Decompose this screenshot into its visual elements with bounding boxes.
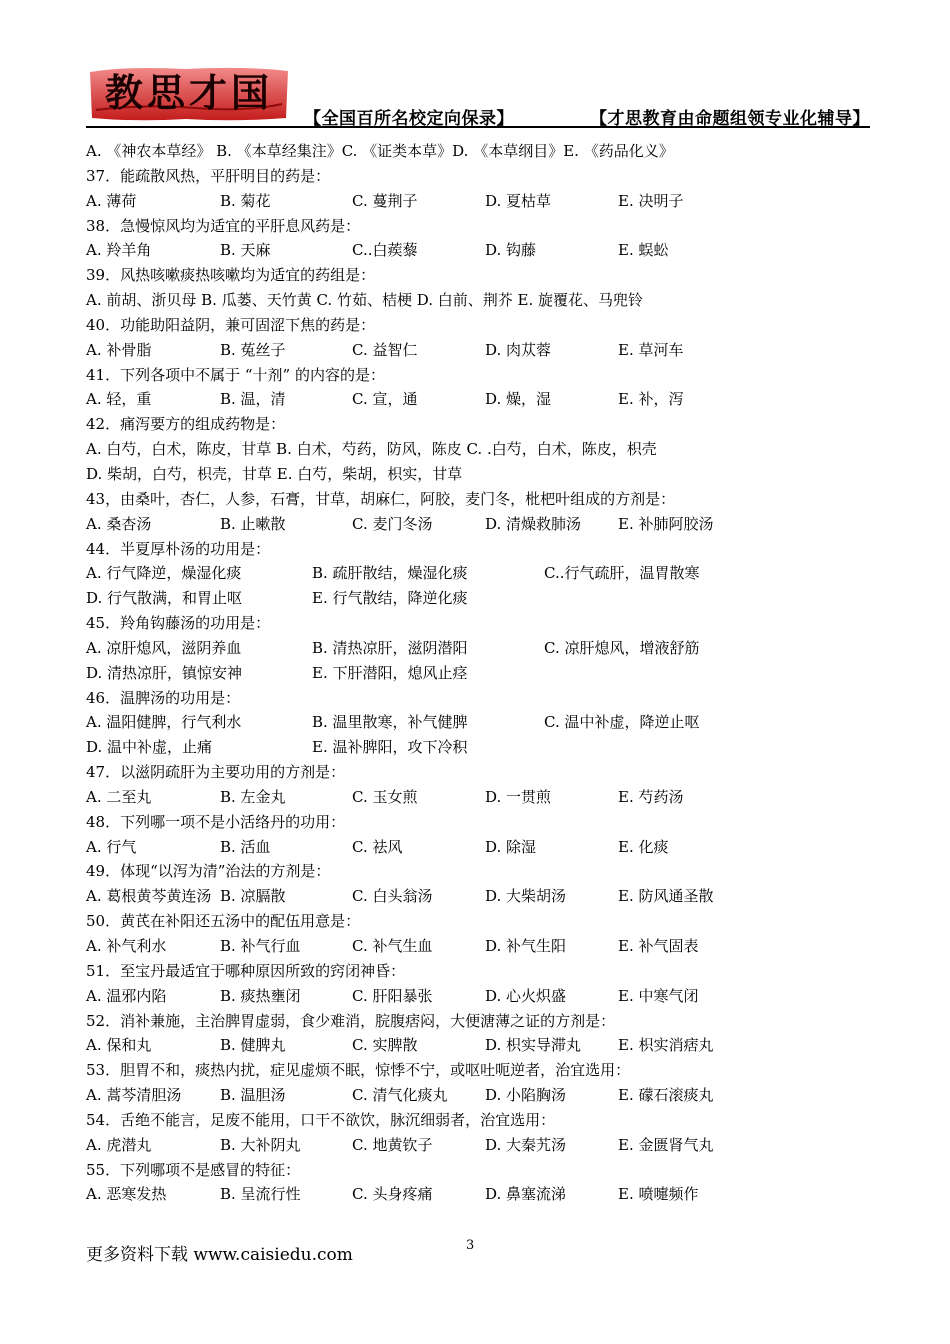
footer-download-link[interactable]: 更多资料下载 www.caisiedu.com bbox=[86, 1245, 353, 1265]
options-row bbox=[86, 934, 786, 959]
answer-option: A. 蒿芩清胆汤 bbox=[86, 1086, 182, 1105]
answer-option: B. 温，清 bbox=[220, 390, 286, 409]
answer-option: D. 心火炽盛 bbox=[485, 986, 567, 1005]
question-stem: 38．急慢惊风均为适宜的平肝息风药是： bbox=[86, 216, 361, 235]
question-stem: 42．痛泻要方的组成药物是： bbox=[86, 415, 286, 434]
answer-option: B. 痰热壅闭 bbox=[220, 986, 301, 1005]
answer-option: A. 凉肝熄风，滋阴养血 bbox=[86, 638, 242, 657]
options-row bbox=[86, 139, 786, 164]
options-row bbox=[86, 785, 786, 810]
options-row bbox=[86, 884, 786, 909]
answer-option: E. 枳实消痞丸 bbox=[618, 1036, 714, 1055]
question-stem: 52．消补兼施，主治脾胃虚弱，食少难消，脘腹痞闷，大便溏薄之证的方剂是： bbox=[86, 1011, 616, 1030]
header-divider bbox=[86, 126, 870, 128]
question-stem: 46．温脾汤的功用是： bbox=[86, 688, 241, 707]
answer-option: B. 菟丝子 bbox=[220, 340, 286, 359]
question-stem: 55．下列哪项不是感冒的特征： bbox=[86, 1160, 301, 1179]
options-row bbox=[86, 387, 786, 412]
options-row bbox=[86, 462, 786, 487]
answer-option: A. 保和丸 bbox=[86, 1036, 152, 1055]
options-row bbox=[86, 437, 786, 462]
options-row bbox=[86, 710, 786, 735]
answer-option: D. 钩藤 bbox=[485, 241, 537, 260]
question-stem: 48．下列哪一项不是小活络丹的功用： bbox=[86, 812, 346, 831]
answer-option: C..白蒺藜 bbox=[352, 241, 418, 260]
answer-option: A. 温阳健脾，行气利水 bbox=[86, 713, 242, 732]
answer-option: C. 玉女煎 bbox=[352, 787, 418, 806]
answer-option: A. 恶寒发热 bbox=[86, 1185, 167, 1204]
answer-option: D. 补气生阳 bbox=[485, 937, 567, 955]
answer-option: C. 清气化痰丸 bbox=[352, 1086, 448, 1105]
answer-option: B. 大补阴丸 bbox=[220, 1135, 301, 1154]
answer-option: A. 白芍，白术，陈皮，甘草 B. 白术，芍药，防风，陈皮 C. .白芍，白术，陈皮，枳壳 bbox=[86, 440, 657, 459]
answer-option: D. 鼻塞流涕 bbox=[485, 1185, 567, 1204]
answer-option: B. 温胆汤 bbox=[220, 1086, 286, 1105]
answer-option: A. 葛根黄芩黄连汤 bbox=[86, 887, 212, 906]
options-row bbox=[86, 735, 786, 760]
answer-option: D. 清燥救肺汤 bbox=[485, 514, 582, 533]
answer-option: C. 宣，通 bbox=[352, 390, 418, 409]
answer-option: E. 补，泻 bbox=[618, 390, 684, 409]
answer-option: B. 菊花 bbox=[220, 191, 271, 210]
answer-option: C. 麦门冬汤 bbox=[352, 514, 433, 533]
answer-option: C. 温中补虚，降逆止呕 bbox=[544, 713, 700, 732]
answer-option: A. 虎潜丸 bbox=[86, 1135, 152, 1154]
answer-option: C. 实脾散 bbox=[352, 1036, 418, 1055]
header-tag-left: 【全国百所名校定向保录】 bbox=[304, 109, 514, 129]
options-row bbox=[86, 288, 786, 313]
answer-option: D. 行气散满，和胃止呕 bbox=[86, 589, 243, 608]
answer-option: E. 蜈蚣 bbox=[618, 241, 669, 260]
answer-option: D. 夏枯草 bbox=[485, 191, 552, 210]
options-row bbox=[86, 984, 786, 1009]
answer-option: B. 温里散寒，补气健脾 bbox=[312, 713, 468, 732]
question-stem: 47．以滋阴疏肝为主要功用的方剂是： bbox=[86, 763, 346, 782]
question-stem: 44．半夏厚朴汤的功用是： bbox=[86, 539, 271, 558]
question-stem: 40．功能助阳益阴，兼可固涩下焦的药是： bbox=[86, 315, 376, 334]
answer-option: D. 燥，湿 bbox=[485, 390, 552, 409]
answer-option: E. 喷嚏频作 bbox=[618, 1185, 699, 1204]
answer-option: C. 地黄钦子 bbox=[352, 1135, 433, 1154]
answer-option: A. 行气 bbox=[86, 837, 137, 856]
answer-option: D. 大秦艽汤 bbox=[485, 1135, 567, 1154]
page-header bbox=[86, 60, 870, 132]
question-stem: 45．羚角钩藤汤的功用是： bbox=[86, 614, 271, 633]
question-stem: 41．下列各项中不属于 “十剂” 的内容的是： bbox=[86, 365, 385, 384]
answer-option: E. 金匮肾气丸 bbox=[618, 1135, 714, 1154]
school-logo bbox=[86, 64, 292, 124]
answer-option: D. 一贯煎 bbox=[485, 787, 552, 806]
options-row bbox=[86, 636, 786, 661]
answer-option: E. 草河车 bbox=[618, 340, 684, 359]
question-stem: 53．胆胃不和，痰热内扰，症见虚烦不眠，惊悸不宁，或呕吐呃逆者，治宜选用： bbox=[86, 1061, 631, 1080]
page-number: 3 bbox=[466, 1238, 475, 1253]
answer-option: D. 清热凉肝，镇惊安神 bbox=[86, 663, 243, 682]
answer-option: B. 疏肝散结，燥湿化痰 bbox=[312, 564, 468, 583]
answer-option: A. 前胡、浙贝母 B. 瓜蒌、天竹黄 C. 竹茹、桔梗 D. 白前、荆芥 E. 旋覆花、马兜铃 bbox=[86, 291, 643, 310]
answer-option: C. 白头翁汤 bbox=[352, 887, 433, 906]
answer-option: B. 活血 bbox=[220, 837, 271, 856]
answer-option: A. 补骨脂 bbox=[86, 340, 152, 359]
options-row bbox=[86, 238, 786, 263]
answer-option: E. 下肝潜阳，熄风止痉 bbox=[312, 663, 468, 682]
answer-option: B. 清热凉肝，滋阴潜阳 bbox=[312, 638, 468, 657]
answer-option: E. 芍药汤 bbox=[618, 787, 684, 806]
answer-option: A. 羚羊角 bbox=[86, 241, 152, 260]
answer-option: B. 呈流行性 bbox=[220, 1185, 301, 1204]
answer-option: B. 左金丸 bbox=[220, 787, 286, 806]
question-stem: 37．能疏散风热，平肝明目的药是： bbox=[86, 166, 331, 185]
answer-option: B. 止嗽散 bbox=[220, 514, 286, 533]
exam-content bbox=[86, 139, 786, 1207]
question-stem: 50．黄芪在补阳还五汤中的配伍用意是： bbox=[86, 912, 361, 931]
answer-option: B. 凉膈散 bbox=[220, 887, 286, 906]
answer-option: D. 柴胡，白芍，枳壳，甘草 E. 白芍，柴胡，枳实，甘草 bbox=[86, 464, 463, 483]
answer-option: A. 二至丸 bbox=[86, 787, 152, 806]
options-row bbox=[86, 189, 786, 214]
answer-option: E. 礞石滚痰丸 bbox=[618, 1086, 714, 1105]
options-row bbox=[86, 1182, 786, 1207]
answer-option: A. 《神农本草经》 B. 《本草经集注》C. 《证类本草》D. 《本草纲目》E. 《药品化义》 bbox=[86, 142, 674, 160]
answer-option: E. 行气散结，降逆化痰 bbox=[312, 589, 468, 608]
answer-option: E. 防风通圣散 bbox=[618, 887, 714, 906]
answer-option: A. 温邪内陷 bbox=[86, 986, 167, 1005]
answer-option: A. 桑杏汤 bbox=[86, 514, 152, 533]
answer-option: E. 温补脾阳，攻下冷积 bbox=[312, 738, 468, 757]
answer-option: E. 决明子 bbox=[618, 191, 684, 210]
answer-option: C..行气疏肝，温胃散寒 bbox=[544, 564, 700, 583]
options-row bbox=[86, 512, 786, 537]
header-tag-right: 【才思教育由命题组领专业化辅导】 bbox=[590, 109, 870, 129]
question-stem: 51．至宝丹最适宜于哪种原因所致的窍闭神昏： bbox=[86, 961, 406, 980]
answer-option: A. 薄荷 bbox=[86, 191, 137, 210]
answer-option: E. 补气固表 bbox=[618, 937, 699, 955]
answer-option: D. 肉苁蓉 bbox=[485, 340, 552, 359]
answer-option: B. 健脾丸 bbox=[220, 1036, 286, 1055]
answer-option: B. 补气行血 bbox=[220, 937, 301, 955]
options-row bbox=[86, 661, 786, 686]
options-row bbox=[86, 586, 786, 611]
options-row bbox=[86, 1133, 786, 1158]
answer-option: B. 天麻 bbox=[220, 241, 271, 260]
answer-option: E. 化痰 bbox=[618, 837, 669, 856]
question-stem: 54．舌绝不能言，足废不能用，口干不欲饮，脉沉细弱者，治宜选用： bbox=[86, 1110, 556, 1129]
answer-option: C. 头身疼痛 bbox=[352, 1185, 433, 1204]
answer-option: E. 补肺阿胶汤 bbox=[618, 514, 714, 533]
answer-option: D. 温中补虚，止痛 bbox=[86, 738, 213, 757]
answer-option: A. 轻，重 bbox=[86, 390, 152, 409]
answer-option: D. 除湿 bbox=[485, 837, 537, 856]
answer-option: C. 凉肝熄风，增液舒筋 bbox=[544, 638, 700, 657]
answer-option: E. 中寒气闭 bbox=[618, 986, 699, 1005]
answer-option: A. 行气降逆，燥湿化痰 bbox=[86, 564, 242, 583]
options-row bbox=[86, 338, 786, 363]
answer-option: C. 益智仁 bbox=[352, 340, 418, 359]
options-row bbox=[86, 1083, 786, 1108]
answer-option: D. 小陷胸汤 bbox=[485, 1086, 567, 1105]
answer-option: C. 补气生血 bbox=[352, 937, 433, 955]
answer-option: A. 补气利水 bbox=[86, 937, 167, 955]
answer-option: D. 枳实导滞丸 bbox=[485, 1036, 582, 1055]
answer-option: C. 蔓荆子 bbox=[352, 191, 418, 210]
answer-option: C. 肝阳暴张 bbox=[352, 986, 433, 1005]
options-row bbox=[86, 561, 786, 586]
options-row bbox=[86, 835, 786, 860]
question-stem: 43，由桑叶，杏仁，人参，石膏，甘草，胡麻仁，阿胶，麦门冬，枇杷叶组成的方剂是： bbox=[86, 489, 676, 508]
question-stem: 49．体现“以泻为清”治法的方剂是： bbox=[86, 862, 331, 881]
answer-option: C. 祛风 bbox=[352, 837, 403, 856]
options-row bbox=[86, 1033, 786, 1058]
logo-text: 教思才国 bbox=[104, 70, 274, 115]
answer-option: D. 大柴胡汤 bbox=[485, 887, 567, 906]
question-stem: 39．风热咳嗽痰热咳嗽均为适宜的药组是： bbox=[86, 266, 376, 285]
